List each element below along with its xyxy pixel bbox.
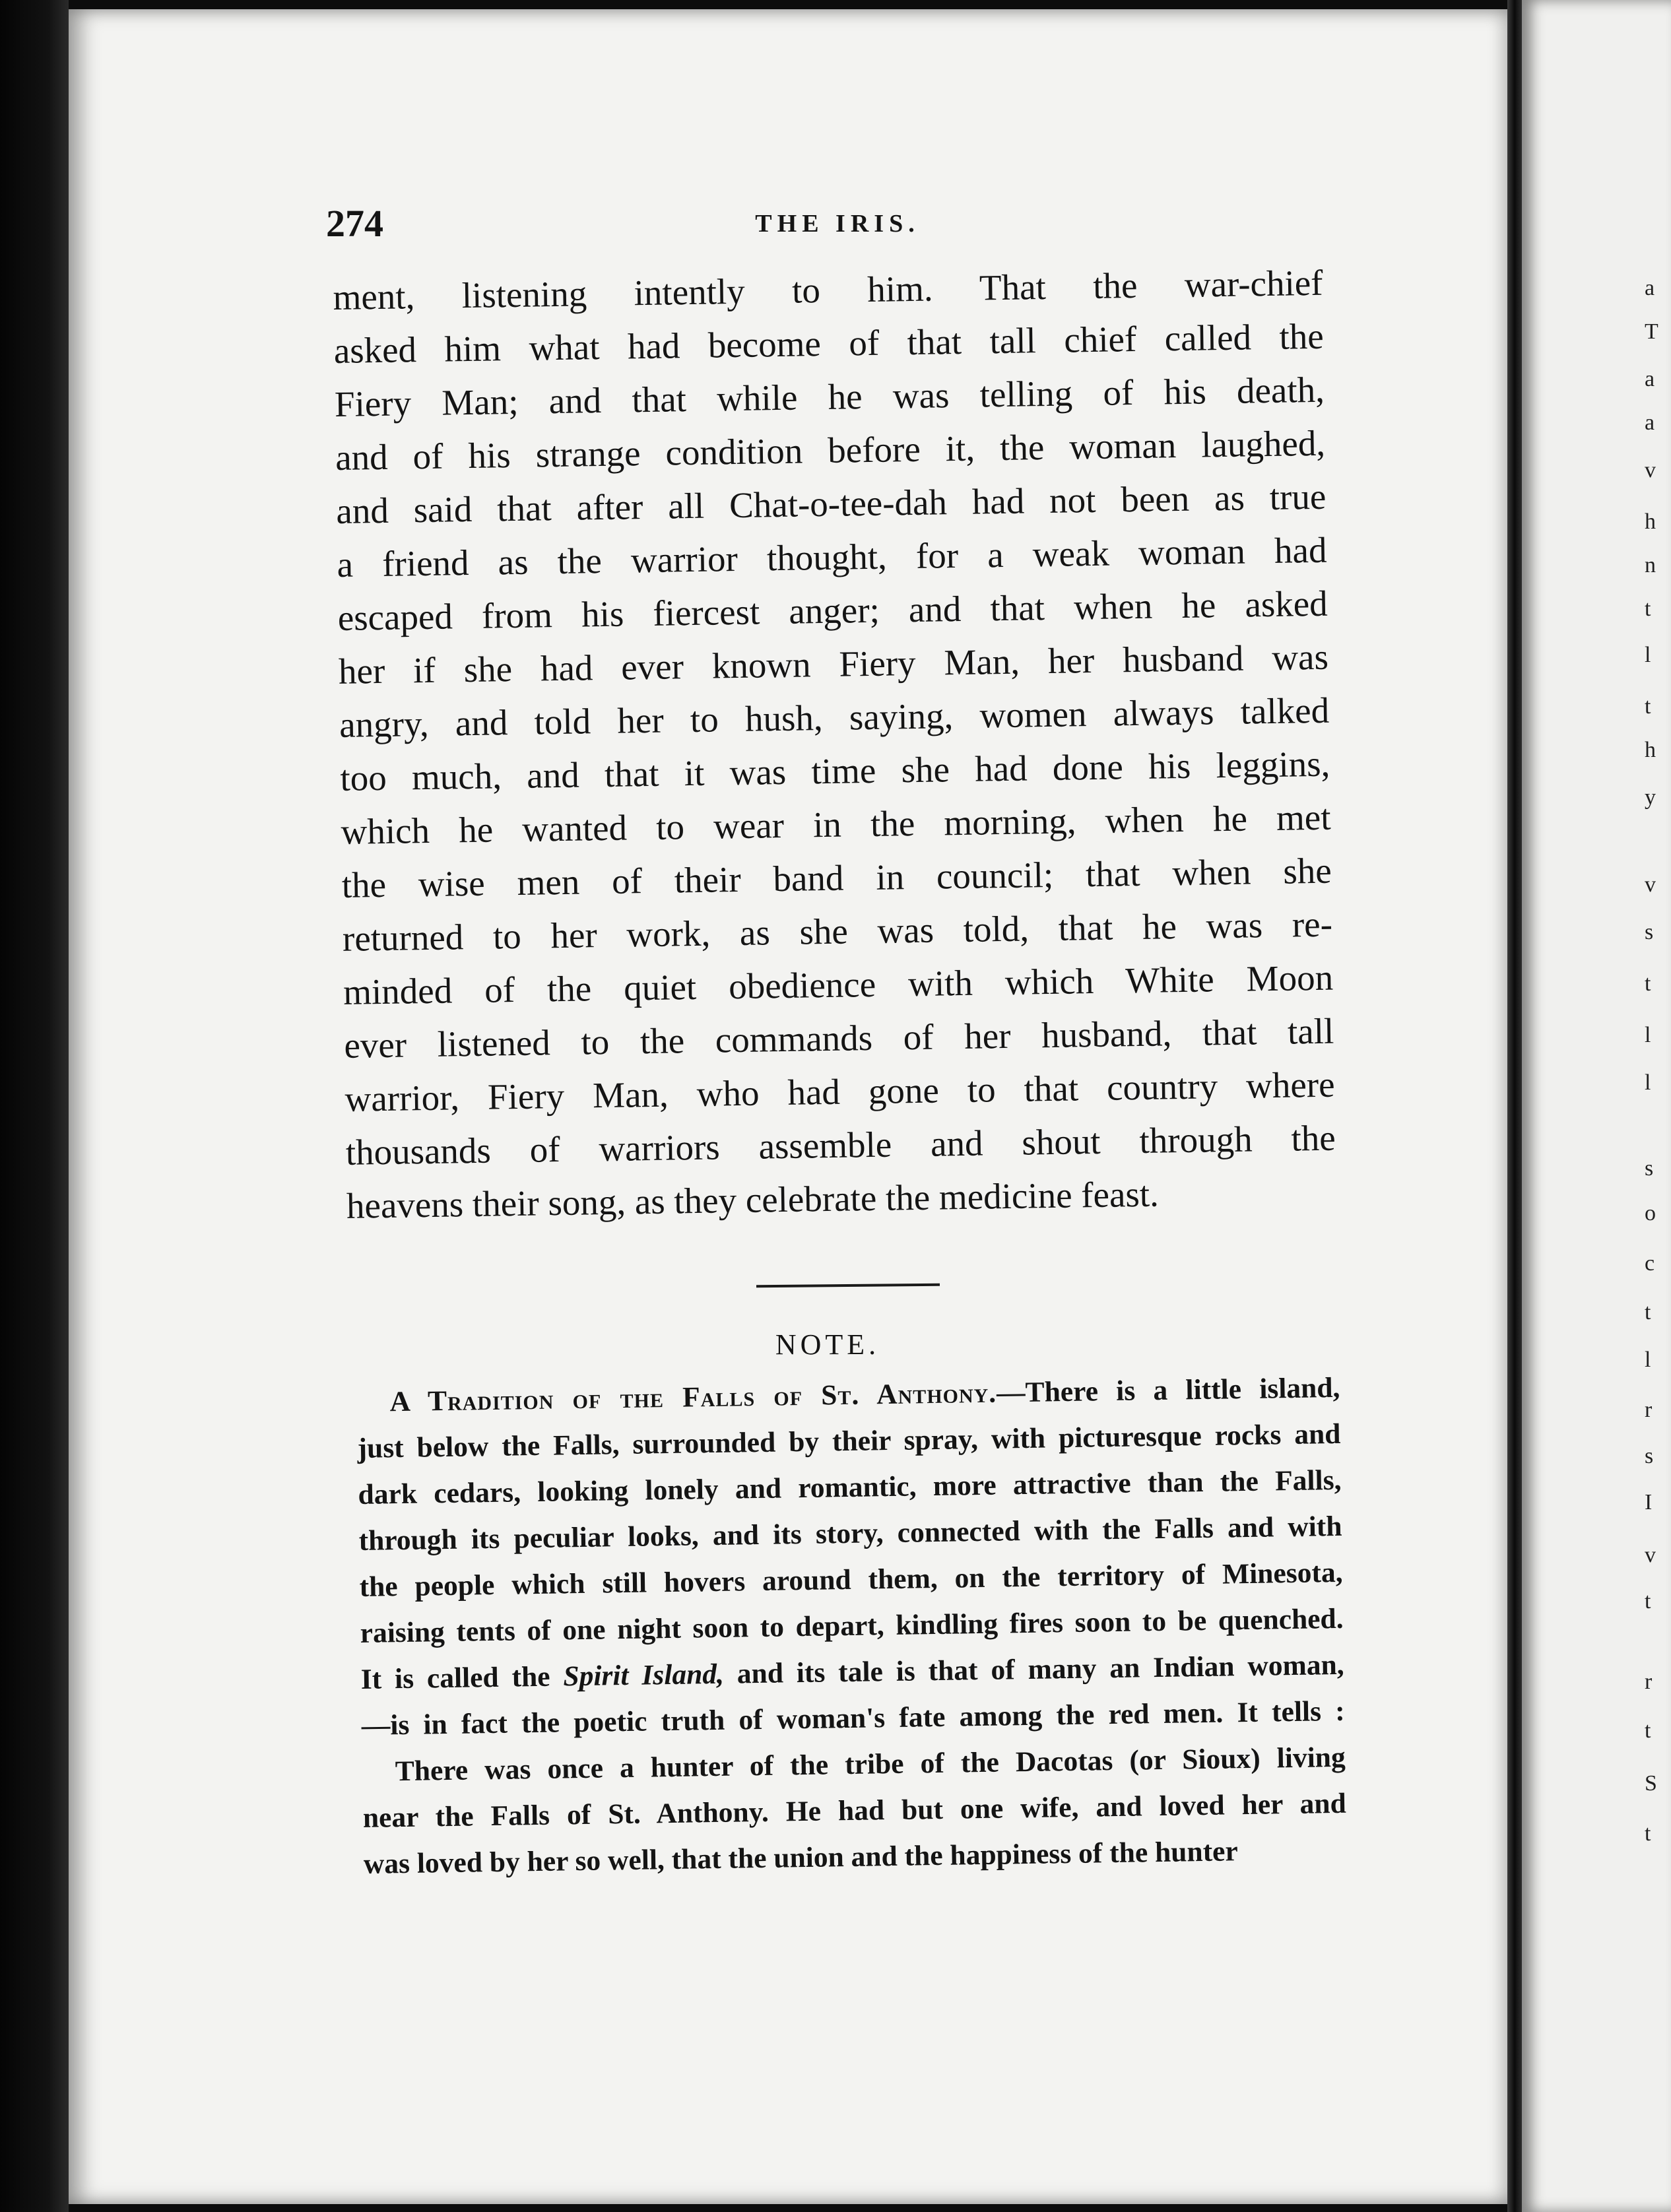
note-line: the people which still hovers around them, on the territory of Minesota, [359,1556,1343,1603]
body-line: her if she had ever known Fiery Man, her husband was [338,636,1329,692]
facing-page-letter: t [1645,1821,1651,1846]
facing-page-letter: h [1645,509,1656,534]
running-title: THE IRIS. [755,210,920,238]
facing-page-letter: o [1645,1201,1656,1225]
body-line: Fiery Man; and that while he was telling of his death, [334,369,1325,424]
body-line: a friend as the warrior thought, for a weak woman had [337,529,1327,585]
note-title: A Tradition of the Falls of St. Anthony. [389,1377,997,1418]
note-line-text: —There is a little island, [996,1371,1340,1409]
body-line: thousands of warriors assemble and shout through the [345,1117,1336,1173]
note-line-text: It is called the [360,1660,564,1695]
facing-page-letter: h [1645,738,1656,762]
facing-page-letter: v [1645,872,1656,897]
facing-page-letter: I [1645,1490,1653,1514]
facing-page-letter: a [1645,410,1655,435]
body-line: warrior, Fiery Man, who had gone to that country where [344,1064,1335,1119]
body-line: returned to her work, as she was told, that he was re- [342,903,1333,959]
facing-page-letter: t [1645,694,1651,719]
scan-shadow-left [0,0,69,2212]
body-line: minded of the quiet obedience with which White Moon [343,957,1334,1012]
note-line: There was once a hunter of the tribe of the Dacotas (or Sioux) living [395,1741,1346,1788]
spirit-island-italic: Spirit Island, [563,1658,725,1693]
note-line: —is in fact the poetic truth of woman's fate among the red men. It tells : [361,1695,1345,1741]
facing-page-letter: s [1645,1444,1654,1468]
facing-page [1522,0,1671,2212]
body-line: heavens their song, as they celebrate the medicine feast. [346,1173,1160,1226]
facing-page-letter: l [1645,1070,1651,1095]
body-text [333,256,1336,1233]
note-line: was loved by her so well, that the union and the happiness of the hunter [363,1835,1239,1880]
facing-page-letter: r [1645,1670,1653,1694]
facing-page-letter: t [1645,1300,1651,1324]
body-line: ment, listening intently to him. That the war-chief [333,262,1323,317]
running-header [326,201,1349,247]
facing-page-letter: a [1645,367,1655,391]
facing-page-letter: v [1645,458,1656,482]
facing-page-letter: s [1645,1156,1654,1181]
facing-page-letter: t [1645,597,1651,621]
facing-page-letter: l [1645,643,1651,667]
facing-page-letter: l [1645,1023,1651,1047]
facing-page-letter: r [1645,1398,1653,1422]
note-heading: NOTE. [775,1328,880,1361]
body-line: too much, and that it was time she had done his leggins, [339,743,1330,798]
body-line: which he wanted to wear in the morning, when he met [341,797,1331,852]
facing-page-letter: t [1645,971,1651,996]
body-line: asked him what had become of that tall chief called the [333,315,1325,371]
facing-page-letter: t [1645,1589,1651,1613]
facing-page-letter: c [1645,1251,1655,1276]
body-line: ever listened to the commands of her husband, that tall [343,1010,1334,1066]
book-gutter [1507,0,1522,2212]
body-line: the wise men of their band in council; that when she [341,850,1332,905]
facing-page-letter: a [1645,276,1655,300]
facing-page-letter: v [1645,1543,1656,1567]
facing-page-letter: l [1645,1348,1651,1372]
note-line-text: and its tale is that of many an Indian woman, [723,1648,1344,1690]
facing-page-letter: s [1645,920,1654,944]
note-line: dark cedars, looking lonely and romantic, more attractive than the Falls, [358,1464,1342,1511]
body-line: escaped from his fiercest anger; and that when he asked [337,583,1328,638]
body-line: angry, and told her to hush, saying, women always talked [339,690,1330,745]
note-line: just below the Falls, surrounded by their spray, with picturesque rocks and [357,1417,1341,1464]
body-line: and of his strange condition before it, the woman laughed, [335,422,1326,478]
facing-page-letter: n [1645,553,1656,577]
note-line: through its peculiar looks, and its story, connected with the Falls and with [358,1510,1342,1557]
facing-page-letter: T [1645,319,1658,344]
facing-page-letter: y [1645,785,1656,810]
facing-page-letter: S [1645,1771,1657,1796]
note-line: near the Falls of St. Anthony. He had but one wife, and loved her and [362,1787,1347,1834]
note-text [356,1365,1347,1887]
facing-page-letter: t [1645,1718,1651,1743]
body-line: and said that after all Chat-o-tee-dah had not been as true [335,476,1327,531]
page-number: 274 [326,202,383,245]
note-line: raising tents of one night soon to depart, kindling fires soon to be quenched. [360,1602,1344,1649]
